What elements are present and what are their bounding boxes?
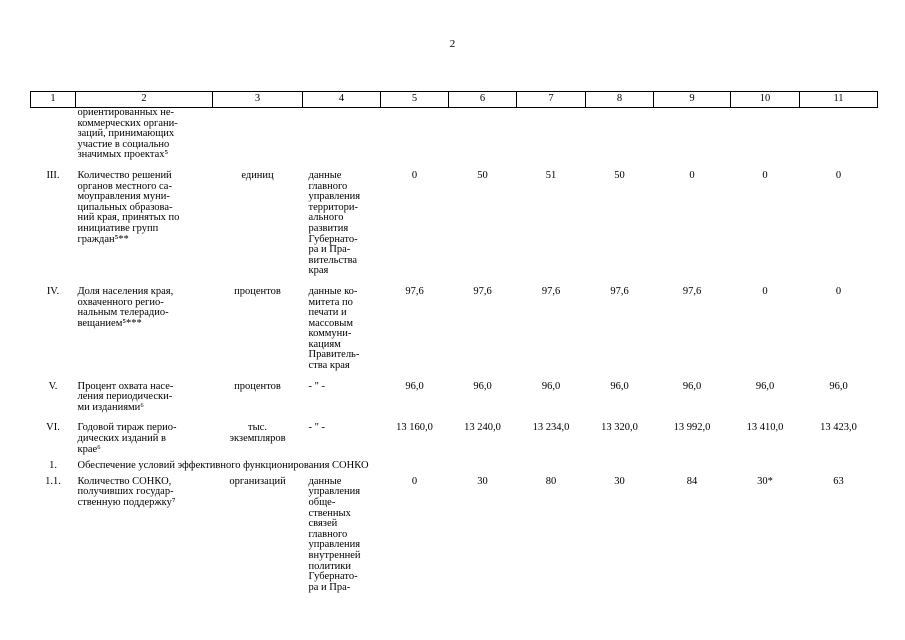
indicator-name: Количество решений органов местного са- моуправления муни- ципальных образова- ний края, принятых по инициативе групп граждан⁵** — [77, 169, 180, 245]
column-header: 11 — [800, 92, 878, 108]
column-header: 8 — [586, 92, 654, 108]
indicator-name: Процент охвата насе- ления периодически- ми изданиями⁶ — [77, 380, 174, 413]
unit-cell: тыс. экземпляров — [229, 422, 286, 445]
value-cell: 84 — [686, 475, 698, 487]
value-cell: 96,0 — [682, 380, 702, 392]
value-cell: 13 410,0 — [746, 422, 784, 434]
value-cell: 30 — [614, 475, 625, 487]
source-cell — [303, 108, 381, 161]
indicator-name: Количество СОНКО, получивших государ- ственную поддержку⁷ — [77, 475, 176, 508]
unit-cell: единиц — [241, 169, 274, 181]
value-cell: 13 234,0 — [532, 422, 570, 434]
column-header: 10 — [731, 92, 800, 108]
source-cell: данные управления обще- ственных связей главного управления внутренней политики Губернато- ра и Пра- — [308, 475, 361, 593]
column-header: 2 — [76, 92, 213, 108]
row-number: V. — [48, 380, 58, 392]
value-cell: 97,6 — [682, 285, 702, 297]
indicator-name: Годовой тираж перио- дических изданий в крае⁶ — [77, 422, 177, 455]
value-cell: 30* — [757, 475, 773, 487]
value-cell — [731, 108, 800, 161]
column-header: 7 — [517, 92, 586, 108]
value-cell: 50 — [477, 169, 488, 181]
row-number: 1.1. — [45, 475, 61, 487]
section-row — [31, 461, 878, 472]
value-cell — [449, 108, 517, 161]
row-number: III. — [46, 169, 60, 181]
row-number: IV. — [46, 285, 60, 297]
unit-cell — [213, 108, 303, 161]
value-cell: 13 992,0 — [673, 422, 711, 434]
header-row — [31, 92, 878, 108]
value-cell: 30 — [477, 475, 488, 487]
value-cell: 0 — [762, 169, 768, 181]
value-cell: 0 — [411, 169, 418, 181]
section-number: 1. — [49, 460, 57, 472]
column-header: 3 — [213, 92, 303, 108]
source-cell: - " - — [308, 380, 326, 392]
indicator-name: Доля населения края, охваченного регио- нальным телерадио- вещанием⁵*** — [77, 285, 174, 329]
table-row — [31, 477, 878, 594]
value-cell: 13 160,0 — [396, 422, 433, 434]
column-header: 6 — [449, 92, 517, 108]
row-number — [31, 108, 76, 161]
value-cell: 0 — [411, 475, 418, 487]
column-header: 9 — [654, 92, 731, 108]
indicators-table — [30, 91, 878, 593]
value-cell: 97,6 — [610, 285, 629, 297]
value-cell: 0 — [835, 285, 842, 297]
value-cell: 13 320,0 — [601, 422, 638, 434]
column-header: 4 — [303, 92, 381, 108]
unit-cell: процентов — [234, 285, 281, 297]
indicator-name: ориентированных не- коммерческих органи- заций, принимающих участие в социально значимых проектах⁵ — [77, 107, 178, 161]
unit-cell: организаций — [229, 475, 286, 487]
value-cell: 0 — [835, 169, 842, 181]
section-title: Обеспечение условий эффективного функционирования СОНКО — [77, 460, 369, 472]
value-cell: 63 — [833, 475, 844, 487]
value-cell — [654, 108, 731, 161]
table-row — [31, 171, 878, 277]
value-cell: 50 — [614, 169, 625, 181]
value-cell: 96,0 — [473, 380, 492, 392]
source-cell: данные ко- митета по печати и массовым коммуни- кациям Правитель- ства края — [308, 285, 360, 372]
value-cell: 96,0 — [405, 380, 424, 392]
value-cell: 51 — [545, 169, 557, 181]
value-cell: 97,6 — [405, 285, 424, 297]
value-cell: 97,6 — [541, 285, 561, 297]
unit-cell: процентов — [234, 380, 281, 392]
source-cell: данные главного управления территори- ального развития Губернато- ра и Пра- вительства края — [308, 169, 361, 277]
table-row — [31, 108, 878, 161]
value-cell: 13 240,0 — [464, 422, 501, 434]
value-cell — [586, 108, 654, 161]
table-row — [31, 382, 878, 414]
value-cell — [800, 108, 878, 161]
value-cell: 80 — [545, 475, 557, 487]
table-row — [31, 287, 878, 372]
column-header: 1 — [31, 92, 76, 108]
value-cell — [381, 108, 449, 161]
value-cell: 13 423,0 — [820, 422, 857, 434]
page-number: 2 — [449, 38, 456, 50]
source-cell: - " - — [308, 422, 326, 434]
value-cell — [517, 108, 586, 161]
value-cell: 0 — [762, 285, 768, 297]
value-cell: 97,6 — [473, 285, 492, 297]
column-header: 5 — [381, 92, 449, 108]
row-number: VI. — [46, 422, 60, 434]
table-row — [31, 423, 878, 455]
value-cell: 96,0 — [610, 380, 629, 392]
value-cell: 96,0 — [829, 380, 848, 392]
value-cell: 96,0 — [541, 380, 561, 392]
value-cell: 0 — [689, 169, 695, 181]
value-cell: 96,0 — [755, 380, 775, 392]
